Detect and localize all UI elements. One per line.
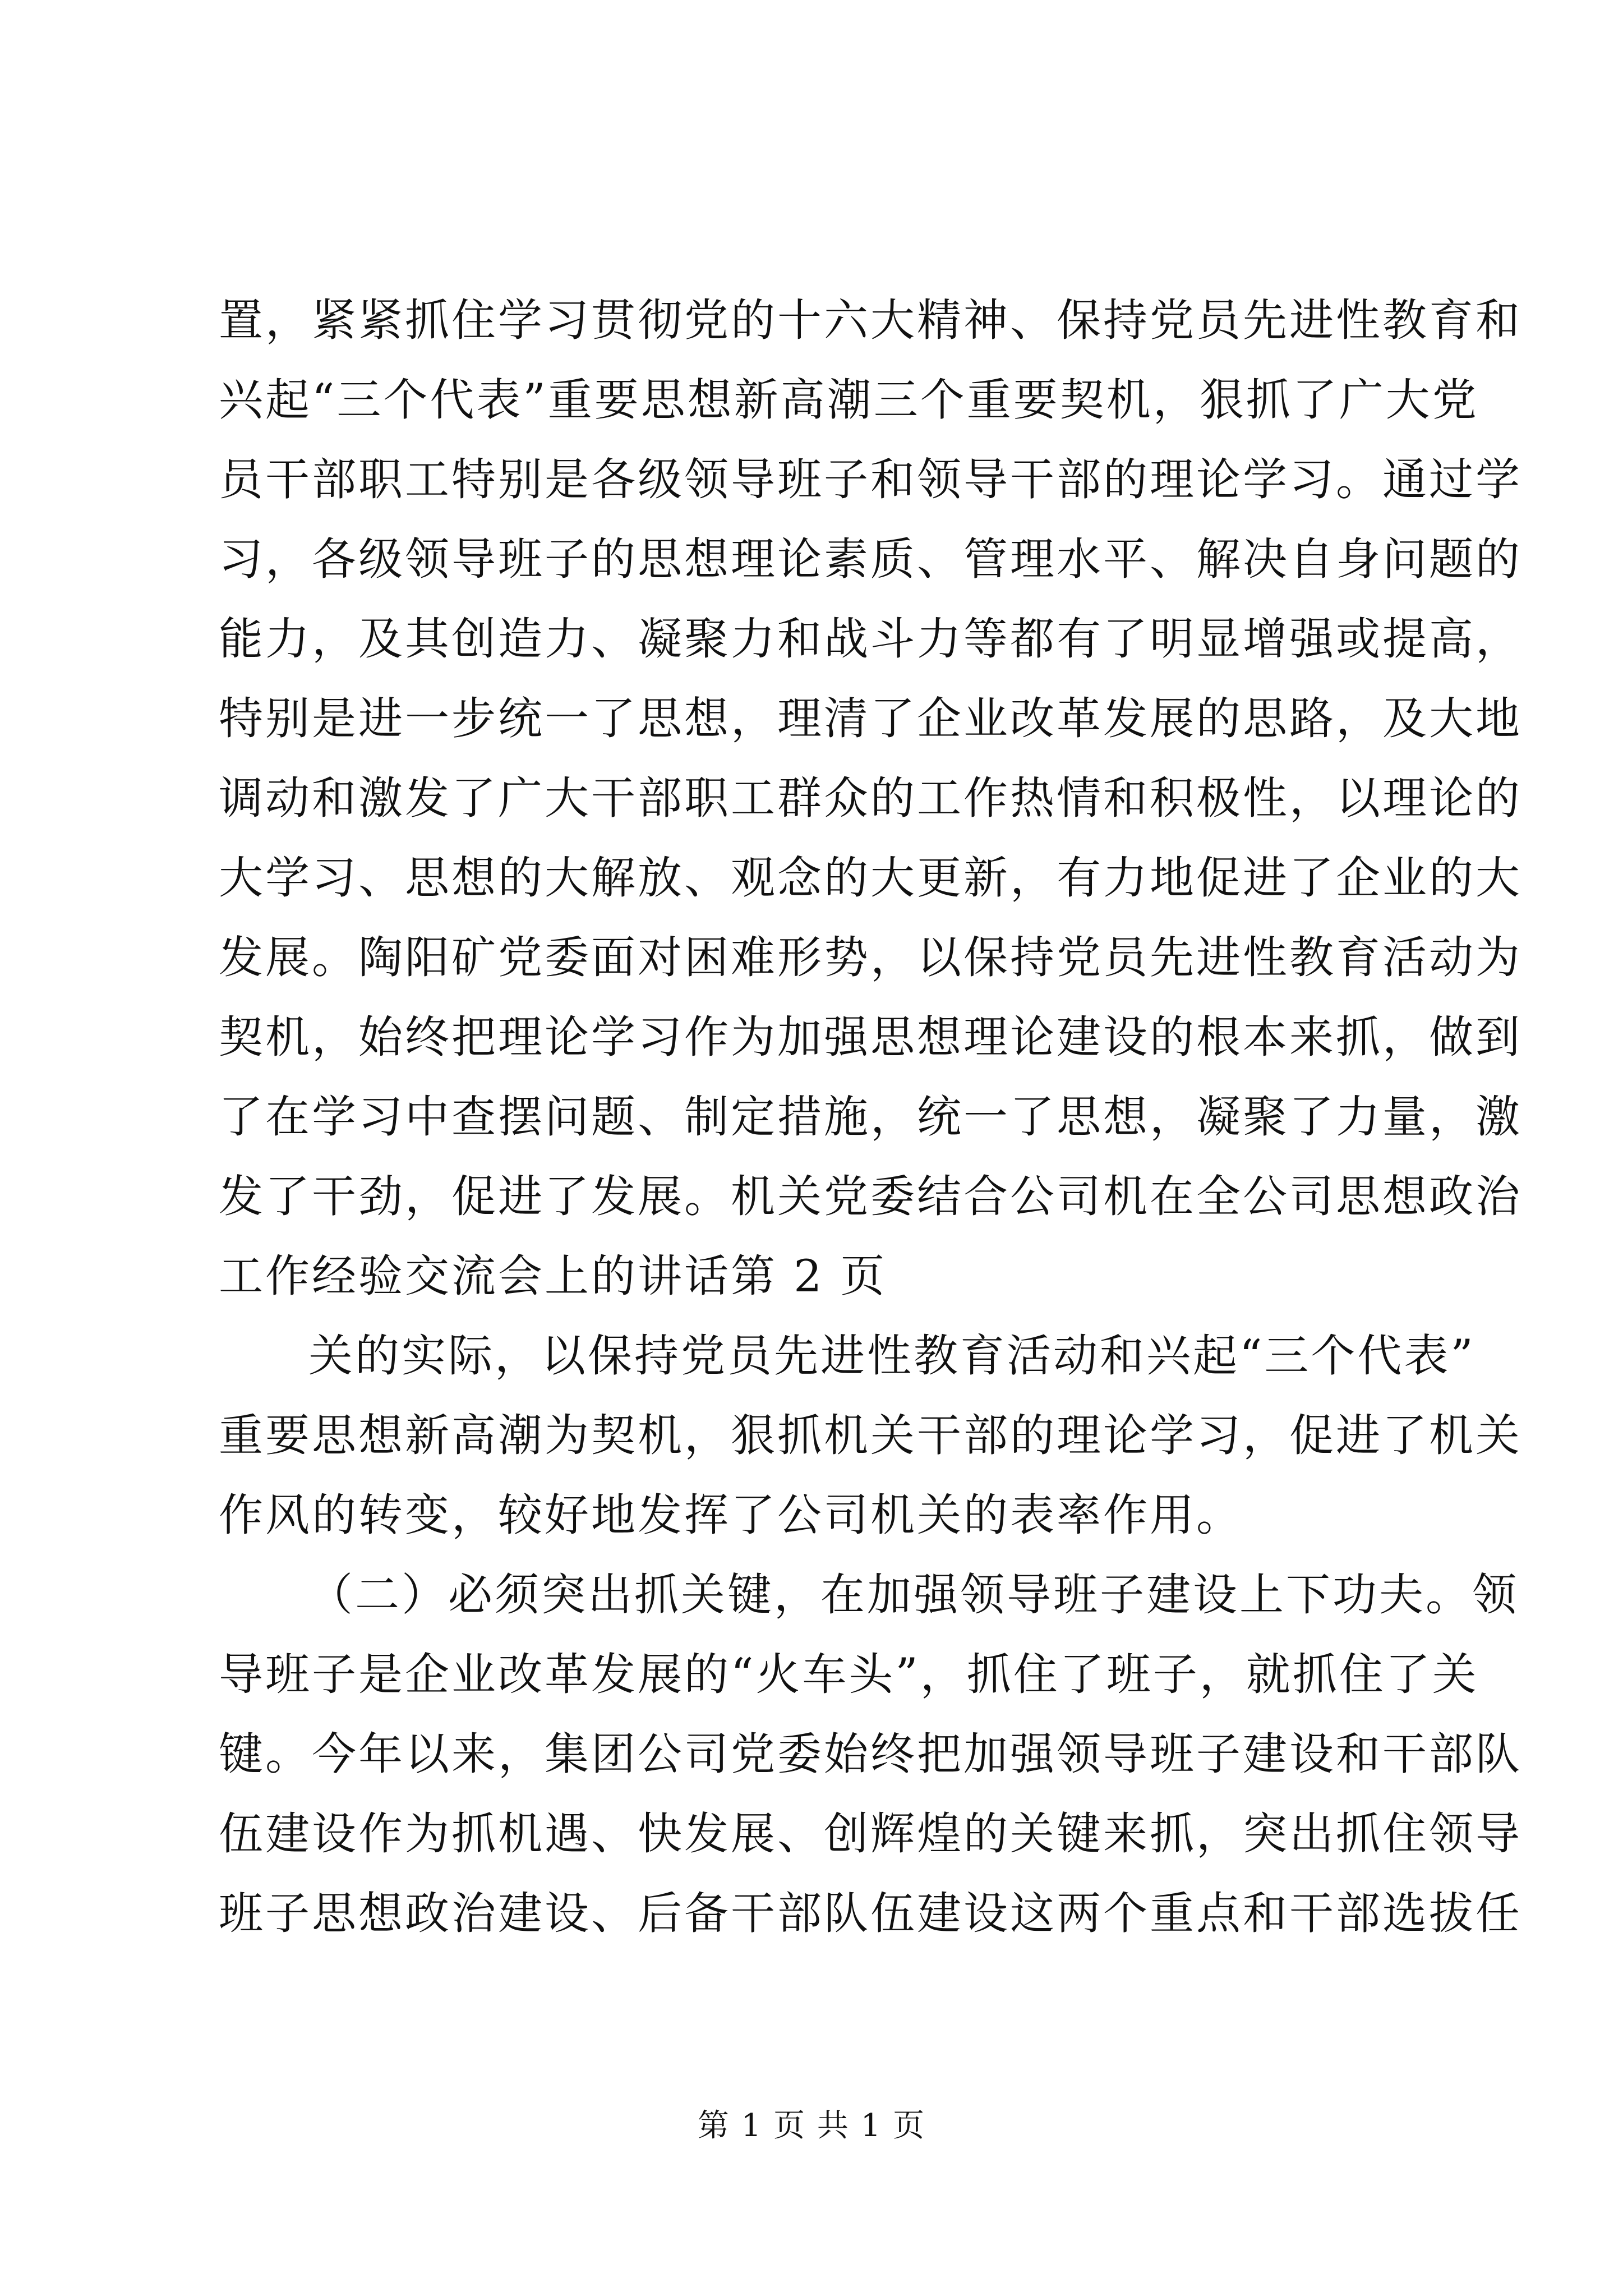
text-line: 置，紧紧抓住学习贯彻党的十六大精神、保持党员先进性教育和 [219,295,1522,346]
section-heading-line: （二）必须突出抓关键，在加强领导班子建设上下功夫。领 [308,1569,1519,1621]
document-body [219,280,1522,1953]
text-line: 特别是进一步统一了思想，理清了企业改革发展的思路，及大地 [219,693,1522,744]
text-line: 键。今年以来，集团公司党委始终把加强领导班子建设和干部队 [219,1728,1522,1780]
text-line: 重要思想新高潮为契机，狠抓机关干部的理论学习，促进了机关 [219,1410,1522,1461]
text-line: 员干部职工特别是各级领导班子和领导干部的理论学习。通过学 [219,454,1522,505]
text-line: 大学习、思想的大解放、观念的大更新，有力地促进了企业的大 [219,852,1522,904]
text-line: 工作经验交流会上的讲话第 2 页 [219,1250,887,1302]
text-line: 能力，及其创造力、凝聚力和战斗力等都有了明显增强或提高， [219,613,1522,665]
text-line: 契机，始终把理论学习作为加强思想理论建设的根本来抓，做到 [219,1011,1522,1063]
text-line: 作风的转变，较好地发挥了公司机关的表率作用。 [219,1489,1243,1541]
paragraph-start-line: 关的实际，以保持党员先进性教育活动和兴起“三个代表” [308,1330,1476,1382]
text-line: 导班子是企业改革发展的“火车头”，抓住了班子，就抓住了关 [219,1649,1479,1700]
text-line: 伍建设作为抓机遇、快发展、创辉煌的关键来抓，突出抓住领导 [219,1808,1522,1860]
text-line: 班子思想政治建设、后备干部队伍建设这两个重点和干部选拔任 [219,1888,1522,1939]
text-line: 调动和激发了广大干部职工群众的工作热情和积极性，以理论的 [219,772,1522,824]
text-line: 了在学习中查摆问题、制定措施，统一了思想，凝聚了力量，激 [219,1091,1522,1143]
text-line: 发展。陶阳矿党委面对困难形势，以保持党员先进性教育活动为 [219,932,1522,983]
page-footer: 第 1 页 共 1 页 [697,2108,926,2144]
text-line: 发了干劲，促进了发展。机关党委结合公司机在全公司思想政治 [219,1171,1522,1222]
text-line: 习，各级领导班子的思想理论素质、管理水平、解决自身问题的 [219,533,1522,585]
text-line: 兴起“三个代表”重要思想新高潮三个重要契机，狠抓了广大党 [219,374,1479,426]
